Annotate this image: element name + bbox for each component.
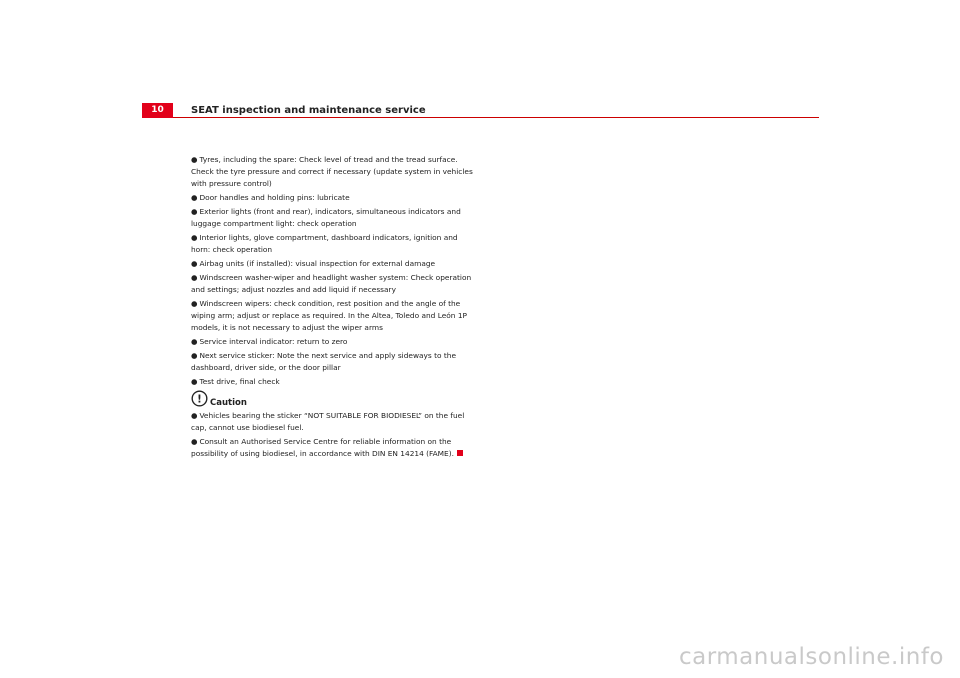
caution-item-text: Consult an Authorised Service Centre for reliable information on the possibility of using biodiesel, in accordance with DIN EN 14214 (FAME). [191, 436, 454, 458]
caution-heading [191, 394, 473, 409]
list-item-text: Service interval indicator: return to zero [199, 336, 348, 346]
checklist [191, 154, 473, 388]
list-item-text: Tyres, including the spare: Check level of tread and the tread surface. Check the tyre pressure and correct if necessary (update system in vehicles with pressure control) [191, 155, 473, 188]
list-item-text: Door handles and holding pins: lubricate [199, 192, 350, 202]
list-item-text: Windscreen washer-wiper and headlight washer system: Check operation and settings; adjust nozzles and add liquid if necessary [191, 273, 472, 294]
list-item [191, 154, 473, 189]
bullet-icon: ● [191, 192, 198, 202]
list-item [191, 192, 473, 204]
list-item [191, 258, 473, 270]
list-item [191, 336, 473, 348]
bullet-icon: ● [191, 155, 198, 164]
exclamation-glyph: ! [197, 394, 202, 406]
list-item-text: Exterior lights (front and rear), indicators, simultaneous indicators and luggage compartment light: check operation [191, 206, 461, 228]
bullet-icon: ● [191, 206, 198, 216]
caution-title: Caution [210, 397, 247, 408]
caution-box [191, 394, 473, 460]
list-item [191, 272, 473, 296]
bullet-icon: ● [191, 410, 198, 420]
header-rule [173, 117, 819, 118]
bullet-icon: ● [191, 336, 198, 346]
bullet-icon: ● [191, 351, 198, 361]
list-item-text: Test drive, final check [199, 377, 280, 387]
bullet-icon: ● [191, 258, 198, 268]
list-item [191, 376, 473, 388]
exclamation-circle-icon [191, 390, 208, 407]
caution-item-text: Vehicles bearing the sticker “NOT SUITABLE FOR BIODIESEL” on the fuel cap, cannot use biodiesel fuel. [191, 410, 465, 432]
list-item [191, 206, 473, 230]
end-of-section-icon [457, 450, 463, 456]
page-number: 10 [151, 105, 164, 115]
page-title: SEAT inspection and maintenance service [191, 105, 426, 116]
list-item [191, 350, 473, 374]
bullet-icon: ● [191, 273, 198, 283]
list-item-text: Next service sticker: Note the next service and apply sideways to the dashboard, driver side, or the door pillar [191, 351, 457, 372]
list-item [191, 232, 473, 256]
list-item-text: Airbag units (if installed): visual inspection for external damage [199, 258, 436, 268]
bullet-icon: ● [191, 377, 198, 387]
bullet-icon: ● [191, 299, 198, 309]
bullet-icon: ● [191, 232, 198, 242]
watermark: carmanualsonline.info [678, 644, 944, 670]
caution-item [191, 436, 473, 460]
list-item [191, 298, 473, 333]
caution-item [191, 410, 473, 434]
list-item-text: Interior lights, glove compartment, dashboard indicators, ignition and horn: check operation [191, 232, 458, 254]
content [191, 154, 473, 462]
page-number-badge [142, 103, 173, 118]
bullet-icon: ● [191, 436, 198, 446]
list-item-text: Windscreen wipers: check condition, rest position and the angle of the wiping arm; adjust or replace as required. In the Altea, Toledo and León 1P models, it is not necessary to adjust the wiper arms [191, 299, 467, 332]
